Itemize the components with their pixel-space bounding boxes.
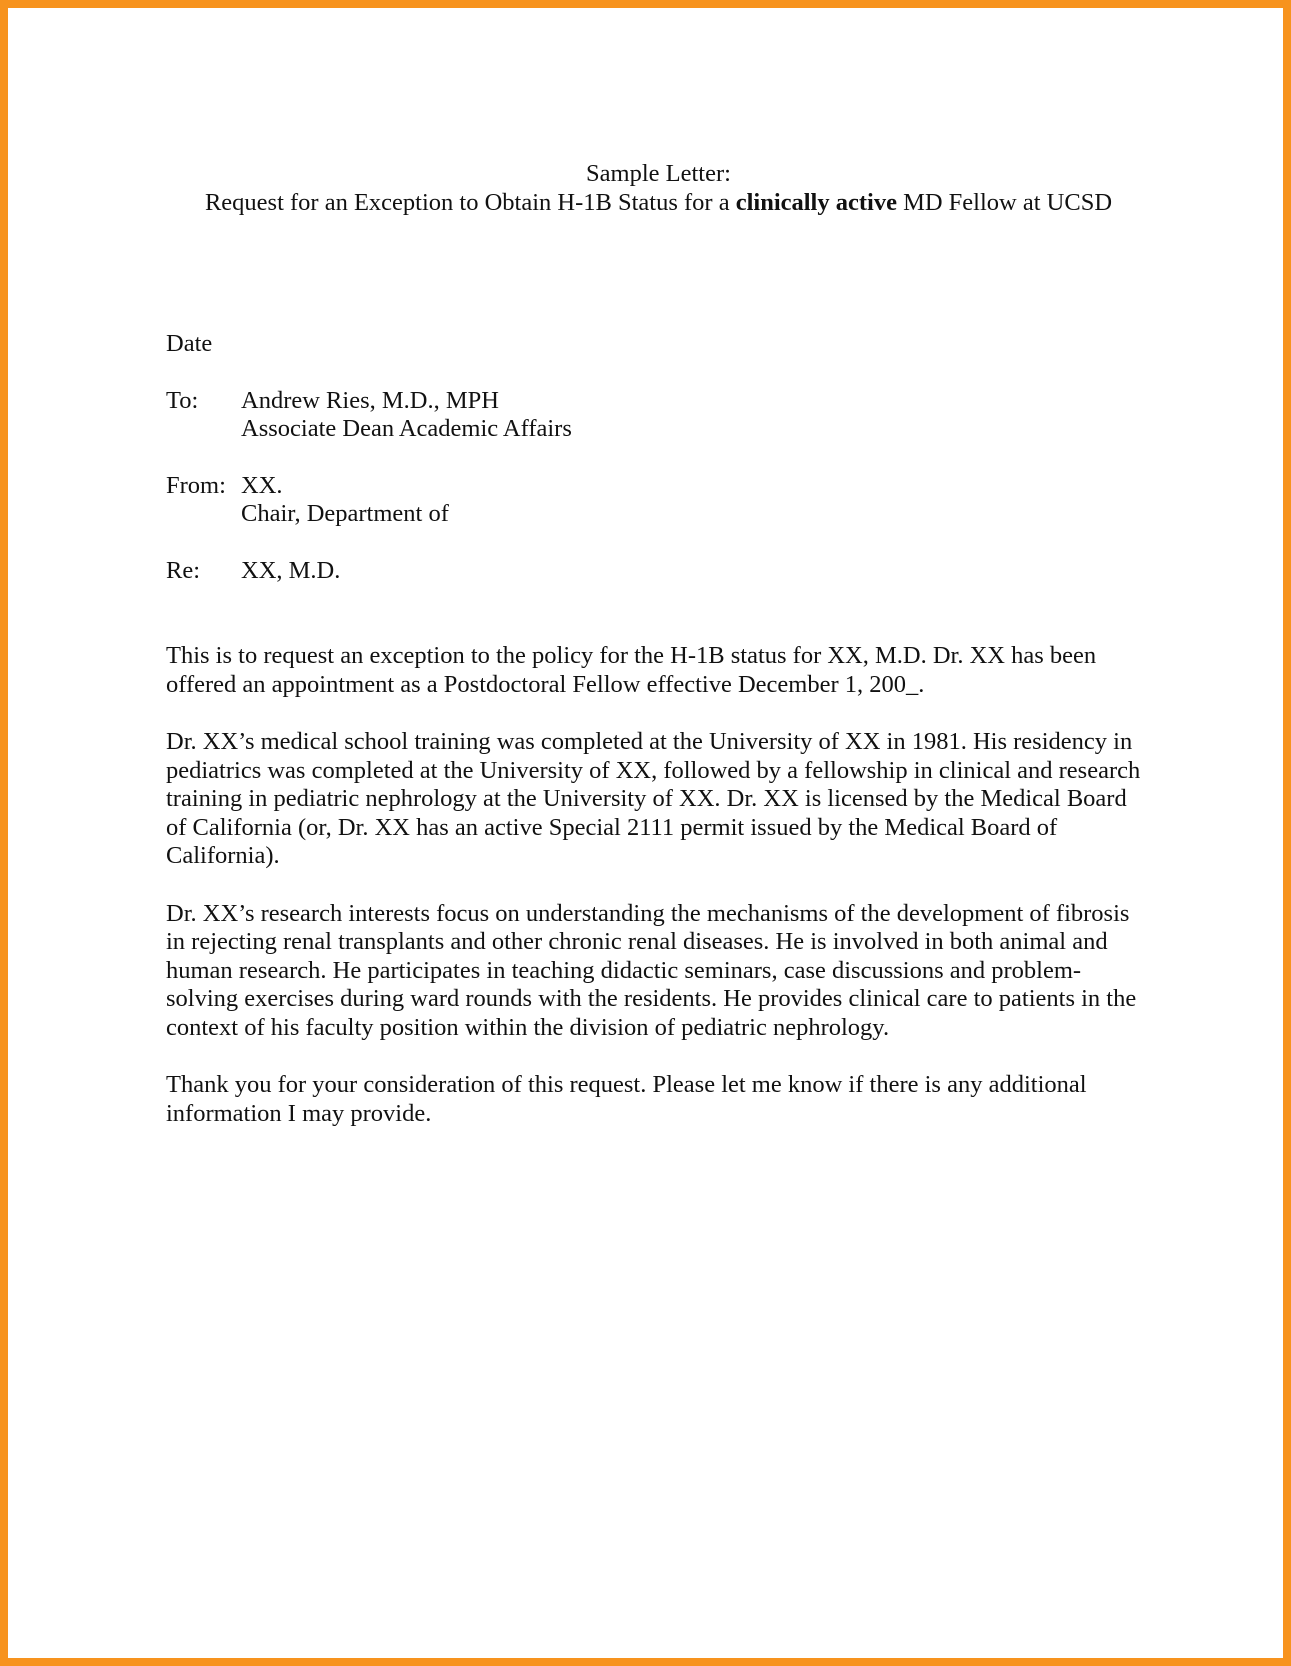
heading-request-text: Request for an Exception to Obtain H-1B Status for a (204, 188, 736, 216)
to-block (166, 387, 1151, 444)
heading-line-sample-letter: Sample Letter: (586, 160, 731, 187)
from-sender (241, 472, 449, 529)
body-paragraph-2: Dr. XX’s medical school training was completed at the University of XX in 1981. His residency in pediatrics was completed at the University of XX, followed by a fellowship in clinical and research training in pediatric nephrology at the University of XX. Dr. XX is licensed by the Medical Board of California (or, Dr. XX has an active Special 2111 permit issued by the Medical Board of California). (166, 728, 1141, 869)
heading-emphasis-clinically-active: clinically active (735, 188, 897, 216)
letter-content (166, 160, 1151, 1128)
recipient-name: Andrew Ries, M.D., MPH (241, 386, 499, 414)
body-paragraph-1: This is to request an exception to the policy for the H-1B status for XX, M.D. Dr. XX has been offered an appointment as a Postdoctoral Fellow effective December 1, 200_. (166, 642, 1097, 698)
from-block (166, 472, 1151, 529)
re-label: Re: (166, 556, 201, 584)
letter-heading (166, 160, 1151, 217)
re-block (166, 557, 1151, 586)
heading-request-ending: MD Fellow at UCSD (896, 188, 1113, 216)
date-line: Date (166, 330, 213, 357)
re-subject (241, 557, 340, 586)
body-paragraph-4: Thank you for your consideration of this request. Please let me know if there is any additional information I may provide. (166, 1071, 1087, 1127)
heading-line-request (166, 189, 1151, 218)
to-label: To: (166, 386, 199, 414)
from-label: From: (166, 471, 226, 499)
body-paragraph-3: Dr. XX’s research interests focus on understanding the mechanisms of the development of fibrosis in rejecting renal transplants and other chronic renal diseases. He is involved in both animal and human research. He participates in teaching didactic seminars, case discussions and problem-solving exercises during ward rounds with the residents. He provides clinical care to patients in the context of his faculty position within the division of pediatric nephrology. (166, 899, 1137, 1041)
re-value: XX, M.D. (241, 556, 341, 584)
to-recipient (241, 387, 572, 444)
sender-title: Chair, Department of (241, 500, 449, 527)
recipient-title: Associate Dean Academic Affairs (241, 415, 572, 442)
sender-name: XX. (241, 471, 283, 499)
